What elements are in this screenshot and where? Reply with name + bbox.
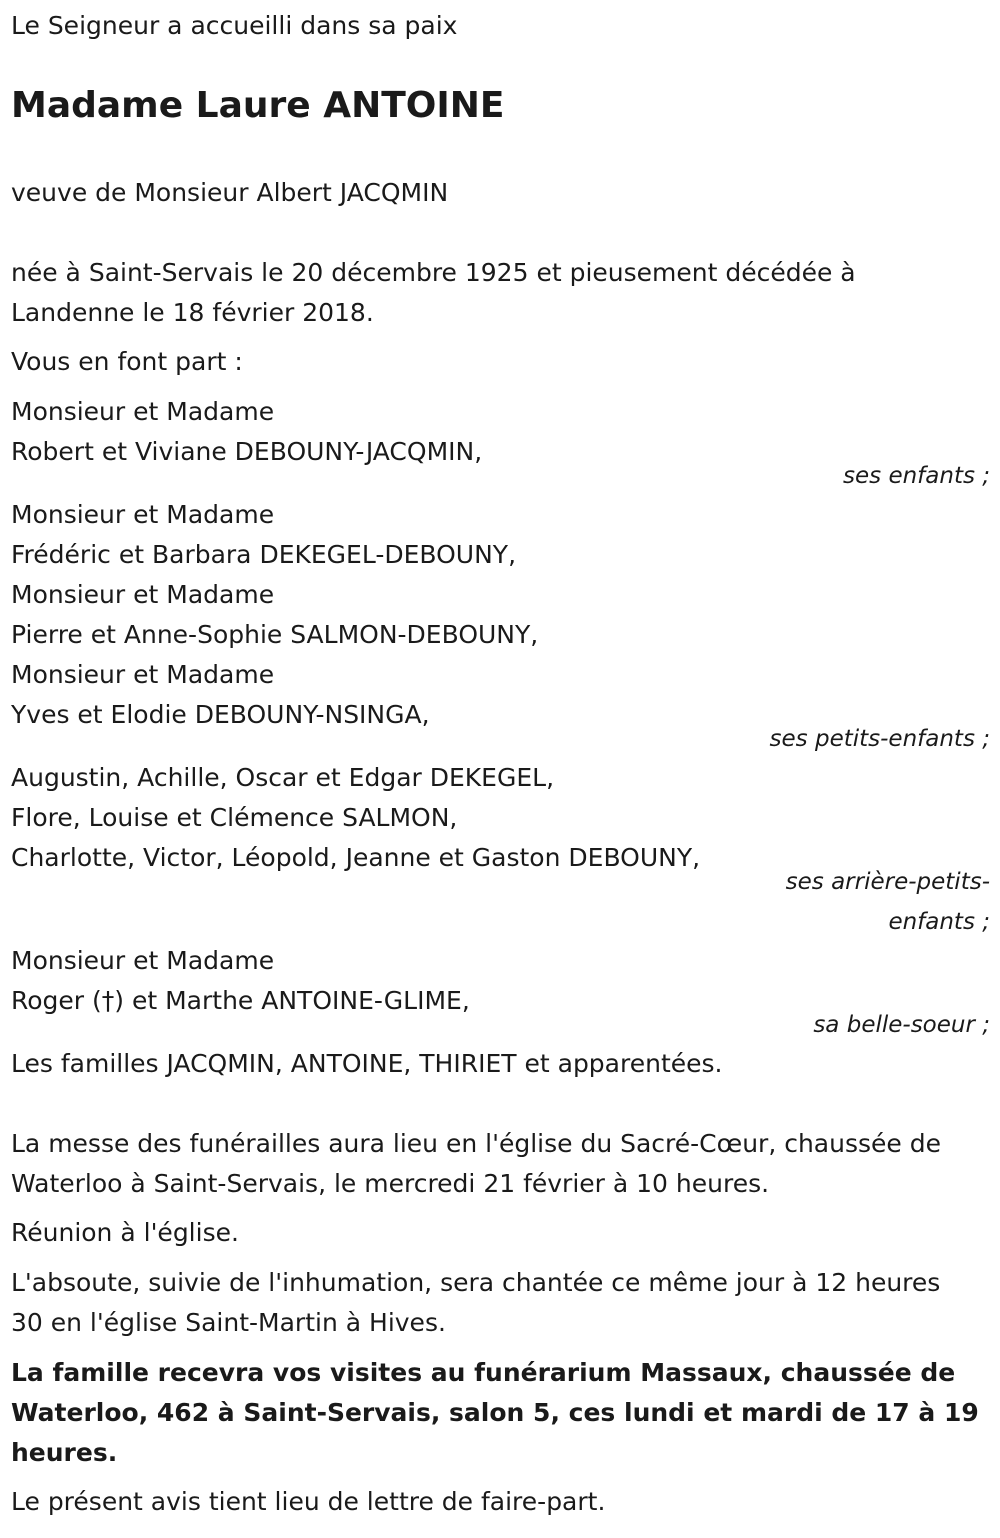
closing-line: Le présent avis tient lieu de lettre de faire-part. [11, 1487, 606, 1516]
meeting-line: Réunion à l'église. [11, 1218, 239, 1247]
visits-line: heures. [11, 1438, 118, 1467]
family-line: Monsieur et Madame [11, 660, 275, 689]
relation-label: ses enfants ; [843, 463, 990, 489]
family-line: Augustin, Achille, Oscar et Edgar DEKEGEL, [11, 763, 555, 792]
widow-line: veuve de Monsieur Albert JACQMIN [11, 178, 449, 207]
absolution-line: L'absoute, suivie de l'inhumation, sera chantée ce même jour à 12 heures [11, 1268, 941, 1297]
family-line: Monsieur et Madame [11, 946, 275, 975]
families-line: Les familles JACQMIN, ANTOINE, THIRIET et apparentées. [11, 1049, 723, 1078]
family-line: Monsieur et Madame [11, 500, 275, 529]
family-line: Yves et Elodie DEBOUNY-NSINGA, [11, 700, 430, 729]
absolution-line: 30 en l'église Saint-Martin à Hives. [11, 1308, 446, 1337]
mass-line: La messe des funérailles aura lieu en l'église du Sacré-Cœur, chaussée de [11, 1129, 941, 1158]
visits-line: Waterloo, 462 à Saint-Servais, salon 5, ces lundi et mardi de 17 à 19 [11, 1398, 979, 1427]
family-line: Frédéric et Barbara DEKEGEL-DEBOUNY, [11, 540, 517, 569]
birth-death-line: née à Saint-Servais le 20 décembre 1925 et pieusement décédée à [11, 258, 856, 287]
family-line: Pierre et Anne-Sophie SALMON-DEBOUNY, [11, 620, 539, 649]
visits-line: La famille recevra vos visites au funérarium Massaux, chaussée de [11, 1358, 956, 1387]
relation-label: ses petits-enfants ; [769, 726, 990, 752]
family-line: Monsieur et Madame [11, 397, 275, 426]
family-line: Flore, Louise et Clémence SALMON, [11, 803, 458, 832]
relation-label: ses arrière-petits- [785, 869, 990, 895]
birth-death-line: Landenne le 18 février 2018. [11, 298, 374, 327]
relation-label: sa belle-soeur ; [813, 1012, 990, 1038]
family-line: Robert et Viviane DEBOUNY-JACQMIN, [11, 437, 483, 466]
deceased-name: Madame Laure ANTOINE [11, 85, 505, 126]
relation-label: enfants ; [888, 909, 990, 935]
family-line: Charlotte, Victor, Léopold, Jeanne et Gaston DEBOUNY, [11, 843, 701, 872]
family-line: Roger (†) et Marthe ANTOINE-GLIME, [11, 986, 470, 1015]
mass-line: Waterloo à Saint-Servais, le mercredi 21 février à 10 heures. [11, 1169, 770, 1198]
family-line: Monsieur et Madame [11, 580, 275, 609]
announce-line: Vous en font part : [11, 347, 243, 376]
intro-line: Le Seigneur a accueilli dans sa paix [11, 11, 458, 40]
